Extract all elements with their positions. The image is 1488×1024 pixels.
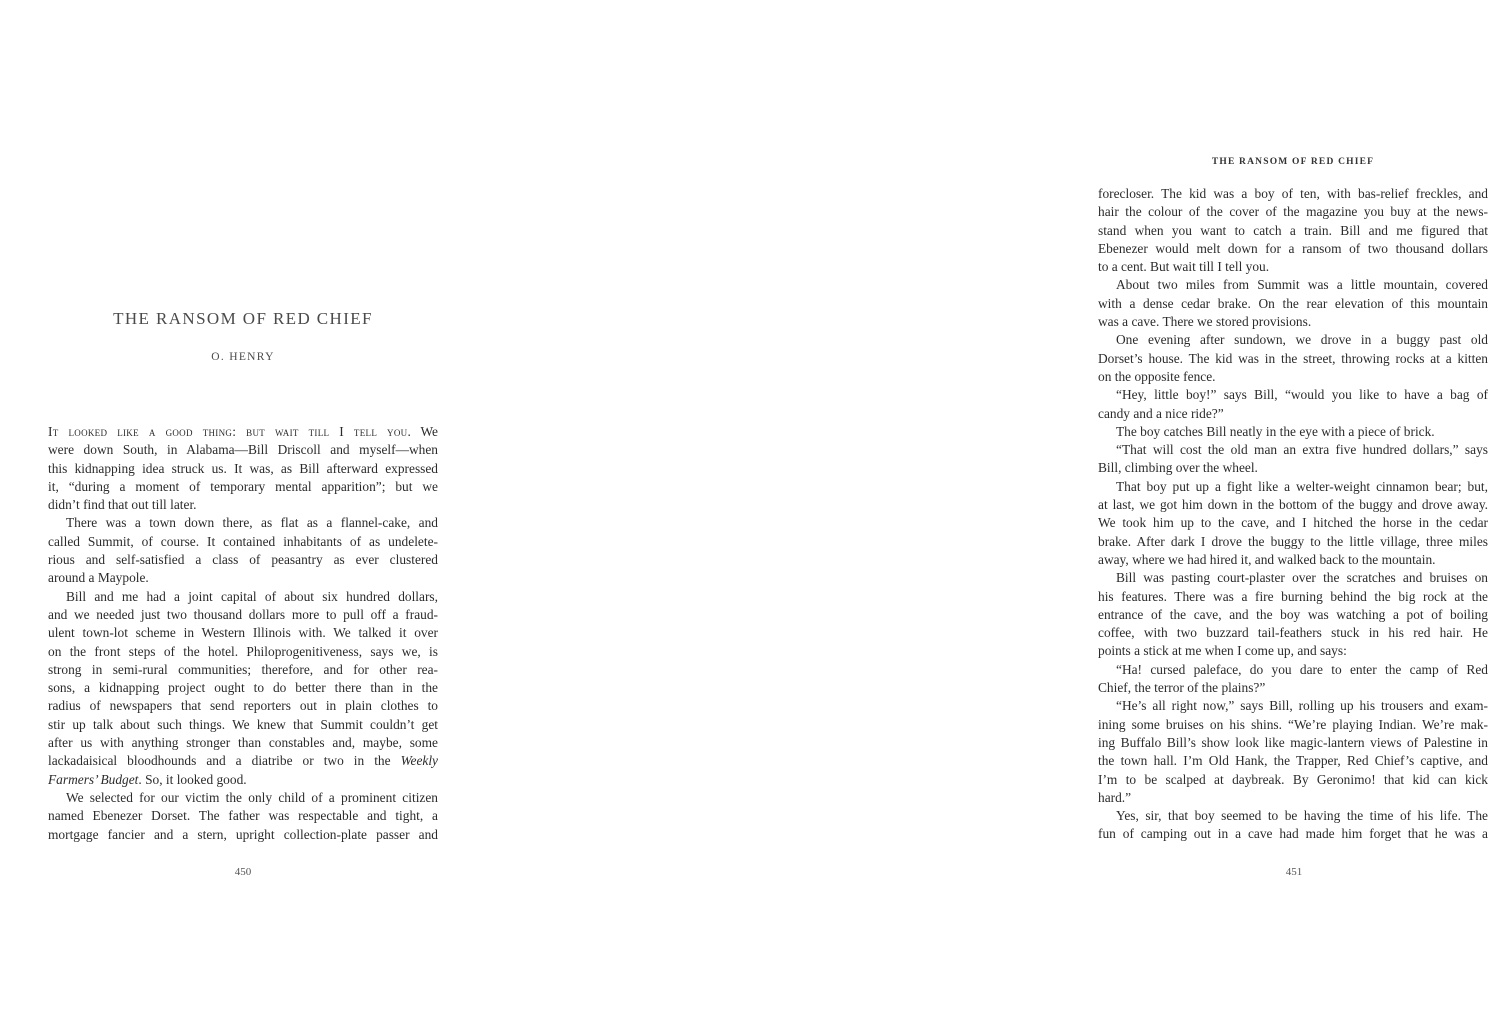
text-line: sons, a kidnapping project ought to do better there than in the bbox=[48, 680, 438, 696]
text-line: ing Buffalo Bill’s show look like magic-lantern views of Palestine in bbox=[1098, 734, 1488, 750]
text-line: mortgage fancier and a stern, upright collection-plate passer and bbox=[48, 826, 438, 842]
text-line: I’m to be scalped at daybreak. By Geronimo! that kid can kick bbox=[1098, 771, 1488, 787]
text-line: It looked like a good thing: but wait till I tell you. We bbox=[48, 424, 438, 439]
text-line: lackadaisical bloodhounds and a diatribe or two in the Weekly bbox=[48, 753, 438, 769]
text-line: One evening after sundown, we drove in a buggy past old bbox=[1116, 332, 1488, 348]
left-page bbox=[0, 0, 512, 1024]
text-line: it, “during a moment of temporary mental apparition”; but we bbox=[48, 478, 438, 494]
text-line: on the opposite fence. bbox=[1098, 368, 1216, 384]
text-line: About two miles from Summit was a little mountain, covered bbox=[1116, 277, 1488, 293]
text-line: Yes, sir, that boy seemed to be having the time of his life. The bbox=[1116, 808, 1488, 824]
text-line: at last, we got him down in the bottom of the buggy and drove away. bbox=[1098, 497, 1488, 513]
text-line: Chief, the terror of the plains?” bbox=[1098, 680, 1266, 696]
text-line: called Summit, of course. It contained inhabitants of as undelete- bbox=[48, 533, 438, 549]
left-body-text bbox=[48, 423, 438, 844]
page-number-left: 450 bbox=[234, 866, 252, 878]
text-line: We took him up to the cave, and I hitched the horse in the cedar bbox=[1098, 515, 1488, 531]
text-line: coffee, with two buzzard tail-feathers stuck in his red hair. He bbox=[1098, 625, 1488, 641]
text-line: brake. After dark I drove the buggy to the little village, three miles bbox=[1098, 533, 1488, 549]
text-line: radius of newspapers that send reporters out in plain clothes to bbox=[48, 698, 438, 714]
text-line: named Ebenezer Dorset. The father was respectable and tight, a bbox=[48, 808, 438, 824]
text-line: hard.” bbox=[1098, 789, 1132, 805]
text-line: with a dense cedar brake. On the rear elevation of this mountain bbox=[1098, 295, 1488, 311]
text-line: forecloser. The kid was a boy of ten, with bas-relief freckles, and bbox=[1098, 186, 1488, 201]
text-line: “He’s all right now,” says Bill, rolling up his trousers and exam- bbox=[1116, 698, 1488, 714]
text-line: to a cent. But wait till I tell you. bbox=[1098, 259, 1270, 275]
story-author: O. HENRY bbox=[211, 351, 275, 363]
text-line: “That will cost the old man an extra five hundred dollars,” says bbox=[1116, 442, 1488, 458]
newspaper-title: Farmers’ Budget bbox=[48, 771, 139, 787]
text-line: We selected for our victim the only child of a prominent citizen bbox=[66, 789, 438, 805]
text-line: the town hall. I’m Old Hank, the Trapper, Red Chief’s captive, and bbox=[1098, 753, 1488, 769]
text-line: hair the colour of the cover of the magazine you buy at the news- bbox=[1098, 204, 1488, 220]
text-line: Bill and me had a joint capital of about six hundred dollars, bbox=[66, 588, 438, 604]
right-body-text bbox=[1098, 185, 1488, 844]
text-line: Farmers’ Budget. So, it looked good. bbox=[48, 771, 247, 787]
page-number-right: 451 bbox=[1285, 866, 1303, 878]
text-line: Bill, climbing over the wheel. bbox=[1098, 460, 1258, 476]
text-line: Bill was pasting court-plaster over the scratches and bruises on bbox=[1116, 570, 1488, 586]
story-title: THE RANSOM OF RED CHIEF bbox=[113, 309, 373, 328]
running-head: THE RANSOM OF RED CHIEF bbox=[1211, 157, 1375, 167]
text-line: “Hey, little boy!” says Bill, “would you like to have a bag of bbox=[1116, 387, 1488, 403]
text-line: and we needed just two thousand dollars more to pull off a fraud- bbox=[48, 606, 438, 622]
text-line: The boy catches Bill neatly in the eye with a piece of brick. bbox=[1116, 423, 1435, 439]
text-line: stand when you want to catch a train. Bill and me figured that bbox=[1098, 222, 1488, 238]
text-line: ulent town-lot scheme in Western Illinois with. We talked it over bbox=[48, 625, 438, 641]
text-line: strong in semi-rural communities; therefore, and for other rea- bbox=[48, 661, 438, 677]
newspaper-title: Weekly bbox=[400, 753, 438, 769]
text-line: away, where we had hired it, and walked back to the mountain. bbox=[1098, 551, 1436, 567]
text-line: after us with anything stronger than constables and, maybe, some bbox=[48, 735, 438, 751]
text-line: fun of camping out in a cave had made him forget that he was a bbox=[1098, 826, 1488, 842]
text-line: on the front steps of the hotel. Philoprogenitiveness, says we, is bbox=[48, 643, 438, 659]
text-line: rious and self-satisfied a class of peasantry as ever clustered bbox=[48, 552, 438, 568]
text-line: ining some bruises on his shins. “We’re playing Indian. We’re mak- bbox=[1098, 716, 1488, 732]
text-line: That boy put up a fight like a welter-weight cinnamon bear; but, bbox=[1116, 478, 1488, 494]
text-line: points a stick at me when I come up, and says: bbox=[1098, 643, 1347, 659]
text-line: was a cave. There we stored provisions. bbox=[1098, 314, 1312, 330]
text-line: There was a town down there, as flat as a flannel-cake, and bbox=[66, 515, 438, 531]
text-line: stir up talk about such things. We knew that Summit couldn’t get bbox=[48, 716, 438, 732]
text-line: “Ha! cursed paleface, do you dare to enter the camp of Red bbox=[1116, 661, 1488, 677]
text-line: were down South, in Alabama—Bill Driscoll and myself—when bbox=[48, 442, 438, 458]
right-page bbox=[512, 0, 1488, 1024]
text-line: candy and a nice ride?” bbox=[1098, 405, 1224, 421]
text-line: this kidnapping idea struck us. It was, as Bill afterward expressed bbox=[48, 460, 438, 476]
text-line: entrance of the cave, and the boy was watching a pot of boiling bbox=[1098, 606, 1488, 622]
text-line: Ebenezer would melt down for a ransom of two thousand dollars bbox=[1098, 240, 1488, 256]
text-line: his features. There was a fire burning behind the big rock at the bbox=[1098, 588, 1488, 604]
text-line: didn’t find that out till later. bbox=[48, 497, 197, 513]
text-line: Dorset’s house. The kid was in the street, throwing rocks at a kitten bbox=[1098, 350, 1488, 366]
text-line: around a Maypole. bbox=[48, 570, 149, 586]
opening-smallcaps: It looked like a good thing: but wait till I tell you. bbox=[48, 424, 412, 439]
